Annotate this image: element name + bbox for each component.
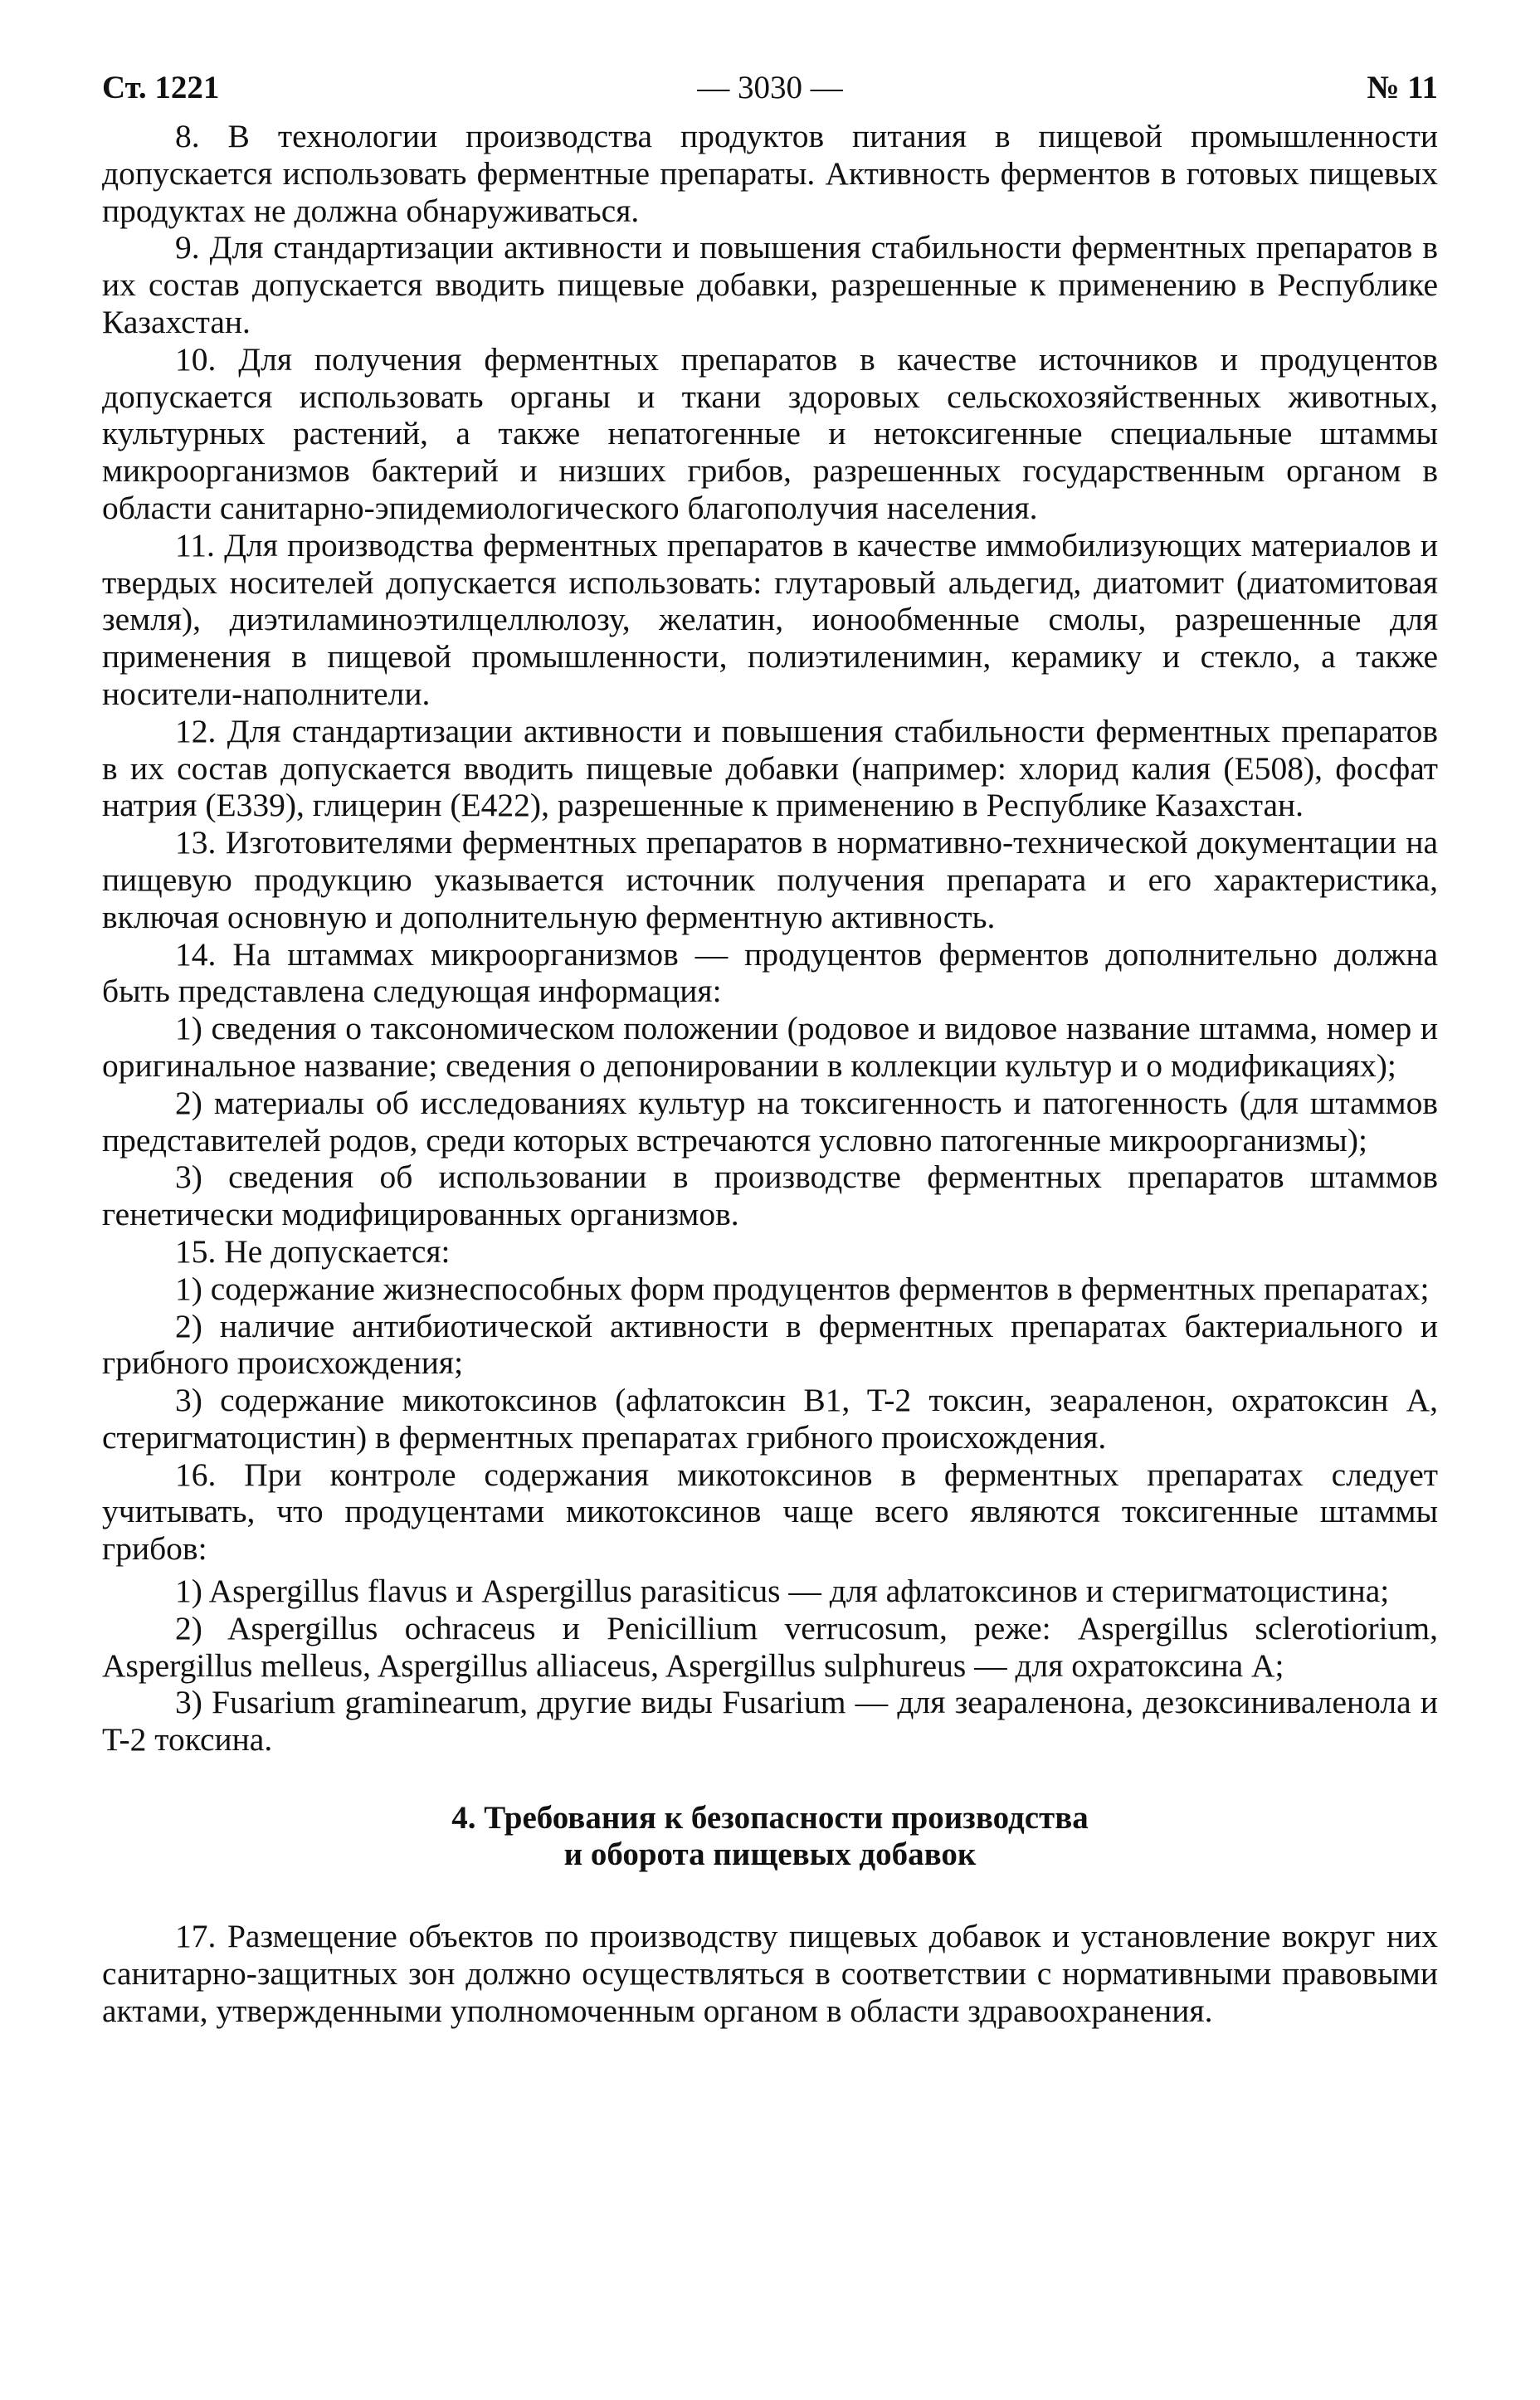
list-item: 2) наличие антибиотической активности в ферментных препаратах бактериального и грибного происхождения; <box>102 1307 1438 1382</box>
paragraph: 13. Изготовителями ферментных препаратов в нормативно-технической документации на пищевую продукцию указывается источник получения препарата и его характеристика, включая основную и дополнительную ферментную активность. <box>102 824 1438 935</box>
paragraph: 16. При контроле содержания микотоксинов в ферментных препаратах следует учитывать, что продуцентами микотоксинов чаще всего являются токсигенные штаммы грибов: <box>102 1456 1438 1568</box>
document-page <box>102 68 1438 2029</box>
section-heading <box>102 1800 1438 1873</box>
list-item: 3) Fusarium graminearum, другие виды Fusarium — для зеараленона, дезоксиниваленола и T-2 токсина. <box>102 1684 1438 1759</box>
section-heading-line-2: и оборота пищевых добавок <box>563 1837 977 1873</box>
list-item: 1) сведения о таксономическом положении (родовое и видовое название штамма, номер и оригинальное название; сведения о депонировании в коллекции культур и о модификациях); <box>102 1010 1438 1084</box>
document-body <box>102 118 1438 2029</box>
paragraph: 14. На штаммах микроорганизмов — продуцентов ферментов дополнительно должна быть представлена следующая информация: <box>102 935 1438 1010</box>
article-number: Ст. 1221 <box>102 70 220 105</box>
list-item: 3) сведения об использовании в производстве ферментных препаратов штаммов генетически модифицированных организмов. <box>102 1159 1438 1233</box>
list-item: 1) содержание жизнеспособных форм продуцентов ферментов в ферментных препаратах; <box>175 1270 1430 1307</box>
page-number: — 3030 — <box>697 70 843 105</box>
paragraph: 8. В технологии производства продуктов питания в пищевой промышленности допускается использовать ферментные препараты. Активность ферментов в готовых пищевых продуктах не должна обнаруживаться. <box>102 118 1438 229</box>
paragraph: 17. Размещение объектов по производству пищевых добавок и установление вокруг них санитарно-защитных зон должно осуществляться в соответствии с нормативными правовыми актами, утвержденными уполномоченным органом в области здравоохранения. <box>102 1918 1438 2029</box>
paragraph: 11. Для производства ферментных препаратов в качестве иммобилизующих материалов и твердых носителей допускается использовать: глутаровый альдегид, диатомит (диатомитовая земля), диэтиламиноэтилцеллюлозу, желатин, ионообменные смолы, разрешенные для применения в пищевой промышленности, полиэтиленимин, керамику и стекло, а также носители-наполнители. <box>102 526 1438 712</box>
list-item: 2) материалы об исследованиях культур на токсигенность и патогенность (для штаммов представителей родов, среди которых встречаются условно патогенные микроорганизмы); <box>102 1084 1438 1159</box>
section-heading-line-1: 4. Требования к безопасности производства <box>451 1800 1089 1837</box>
paragraph: 15. Не допускается: <box>175 1232 451 1270</box>
list-item: 2) Aspergillus ochraceus и Penicillium verrucosum, реже: Aspergillus sclerotiorium, Aspergillus melleus, Aspergillus alliaceus, Aspergillus sulphureus — для охратоксина А; <box>102 1609 1438 1684</box>
paragraph: 10. Для получения ферментных препаратов в качестве источников и продуцентов допускается использовать органы и ткани здоровых сельскохозяйственных животных, культурных растений, а также непатогенные и нетоксигенные специальные штаммы микроорганизмов бактерий и низших грибов, разрешенных государственным органом в области санитарно-эпидемиологического благополучия населения. <box>102 340 1438 526</box>
issue-number: № 11 <box>1367 70 1438 105</box>
list-item: 3) содержание микотоксинов (афлатоксин B1, T-2 токсин, зеараленон, охратоксин А, стеригматоцистин) в ферментных препаратах грибного происхождения. <box>102 1382 1438 1456</box>
list-item: 1) Aspergillus flavus и Aspergillus parasiticus — для афлатоксинов и стеригматоцистина; <box>175 1573 1390 1610</box>
paragraph: 12. Для стандартизации активности и повышения стабильности ферментных препаратов в их состав допускается вводить пищевые добавки (например: хлорид калия (E508), фосфат натрия (E339), глицерин (E422), разрешенные к применению в Республике Казахстан. <box>102 712 1438 824</box>
page-header <box>102 68 1438 108</box>
paragraph: 9. Для стандартизации активности и повышения стабильности ферментных препаратов в их состав допускается вводить пищевые добавки, разрешенные к применению в Республике Казахстан. <box>102 229 1438 340</box>
